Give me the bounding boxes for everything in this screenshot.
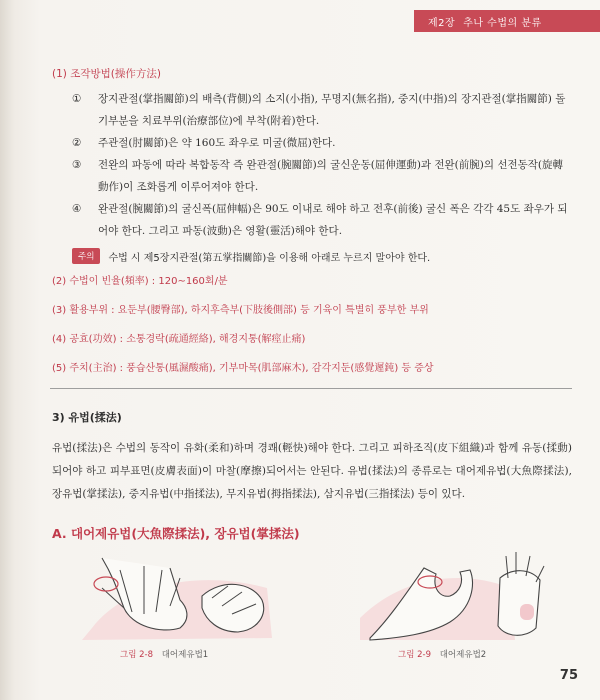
effect-line: (4) 공효(功效) : 소통경락(疏通經絡), 해경지통(解痙止痛) xyxy=(52,334,306,345)
figure-number: 그림 2-8 xyxy=(120,650,154,660)
caution-tag: 주의 xyxy=(72,248,100,264)
area-line: (3) 활용부위 : 요둔부(腰臀部), 하지후측부(下肢後側部) 등 기육이 특별히 풍부한 부위 xyxy=(52,305,429,316)
item-number: ② xyxy=(72,137,82,149)
figure-caption-text: 대어제유법2 xyxy=(439,650,487,660)
item-number: ③ xyxy=(72,159,82,171)
chapter-title: 추나 수법의 분류 xyxy=(463,17,542,29)
list-item xyxy=(52,154,572,198)
item-text: 완관절(腕關節)의 굴신폭(屈伸幅)은 90도 이내로 해야 하고 전후(前後) 굴신 폭은 각각 45도 좌우가 되어야 한다. 그리고 파동(波動)은 영활(靈活)해야 한다. xyxy=(98,203,568,237)
chapter-label: 제2장 xyxy=(428,17,456,29)
figure-caption-1 xyxy=(120,648,208,660)
caution-text: 수법 시 제5장지관절(第五掌指關節)을 이용해 아래로 누르지 말아야 한다. xyxy=(108,252,431,264)
figure-number: 그림 2-9 xyxy=(398,650,432,660)
list-item xyxy=(52,132,572,154)
frequency-line: (2) 수법이 빈율(頻率) : 120∼160회/분 xyxy=(52,276,228,287)
item-number: ① xyxy=(72,93,82,105)
list-item xyxy=(52,198,572,242)
item-text: 전완의 파동에 따라 복합동작 즉 완관절(腕關節)의 굴신운동(屈伸運動)과 전완(前腕)의 선전동작(旋轉動作)이 조화롭게 이루어져야 한다. xyxy=(98,159,564,193)
indication-line: (5) 주치(主治) : 풍습산통(風濕酸痛), 기부마목(肌部麻木), 감각지둔(感覺遲鈍) 등 증상 xyxy=(52,363,434,374)
figure-caption-text: 대어제유법1 xyxy=(161,650,209,660)
main-content xyxy=(52,66,572,506)
figure-caption-2 xyxy=(398,648,486,660)
item-number: ④ xyxy=(72,203,82,215)
palm-outline xyxy=(498,571,540,636)
hand-illustration-2 xyxy=(340,548,560,644)
method-title: (1) 조작방법(操作方法) xyxy=(52,68,161,80)
page-number: 75 xyxy=(559,668,578,683)
figures-heading: A. 대어제유법(大魚際揉法), 장유법(掌揉法) xyxy=(52,526,300,541)
rubbing-paragraph: 유법(揉法)은 수법의 동작이 유화(柔和)하며 경쾌(輕快)해야 한다. 그리고 피하조직(皮下組織)과 함께 유동(揉動)되어야 하고 피부표면(皮膚表面)이 마찰(摩擦)되어서는 안된다. 유법(揉法)의 종류로는 대어제유법(大魚際揉法), 장유법(掌揉法), 중지유법(中指揉法), 무지유법(拇指揉法), 삼지유법(三指揉法) 등이 있다. xyxy=(52,442,572,500)
section-divider xyxy=(50,388,572,389)
hand-illustration-1 xyxy=(62,548,282,644)
caution-note xyxy=(72,248,572,264)
item-text: 장지관절(掌指關節)의 배측(背側)의 소지(小指), 무명지(無名指), 중지(中指)의 장지관절(掌指關節) 돌기부분을 치료부위(治療部位)에 부착(附着)한다. xyxy=(98,93,566,127)
rubbing-title: 3) 유법(揉法) xyxy=(52,411,122,424)
item-text: 주관절(肘關節)은 약 160도 좌우로 미굴(微屈)한다. xyxy=(98,137,336,149)
chapter-header xyxy=(414,10,600,32)
palm-highlight xyxy=(520,604,534,620)
list-item xyxy=(52,88,572,132)
